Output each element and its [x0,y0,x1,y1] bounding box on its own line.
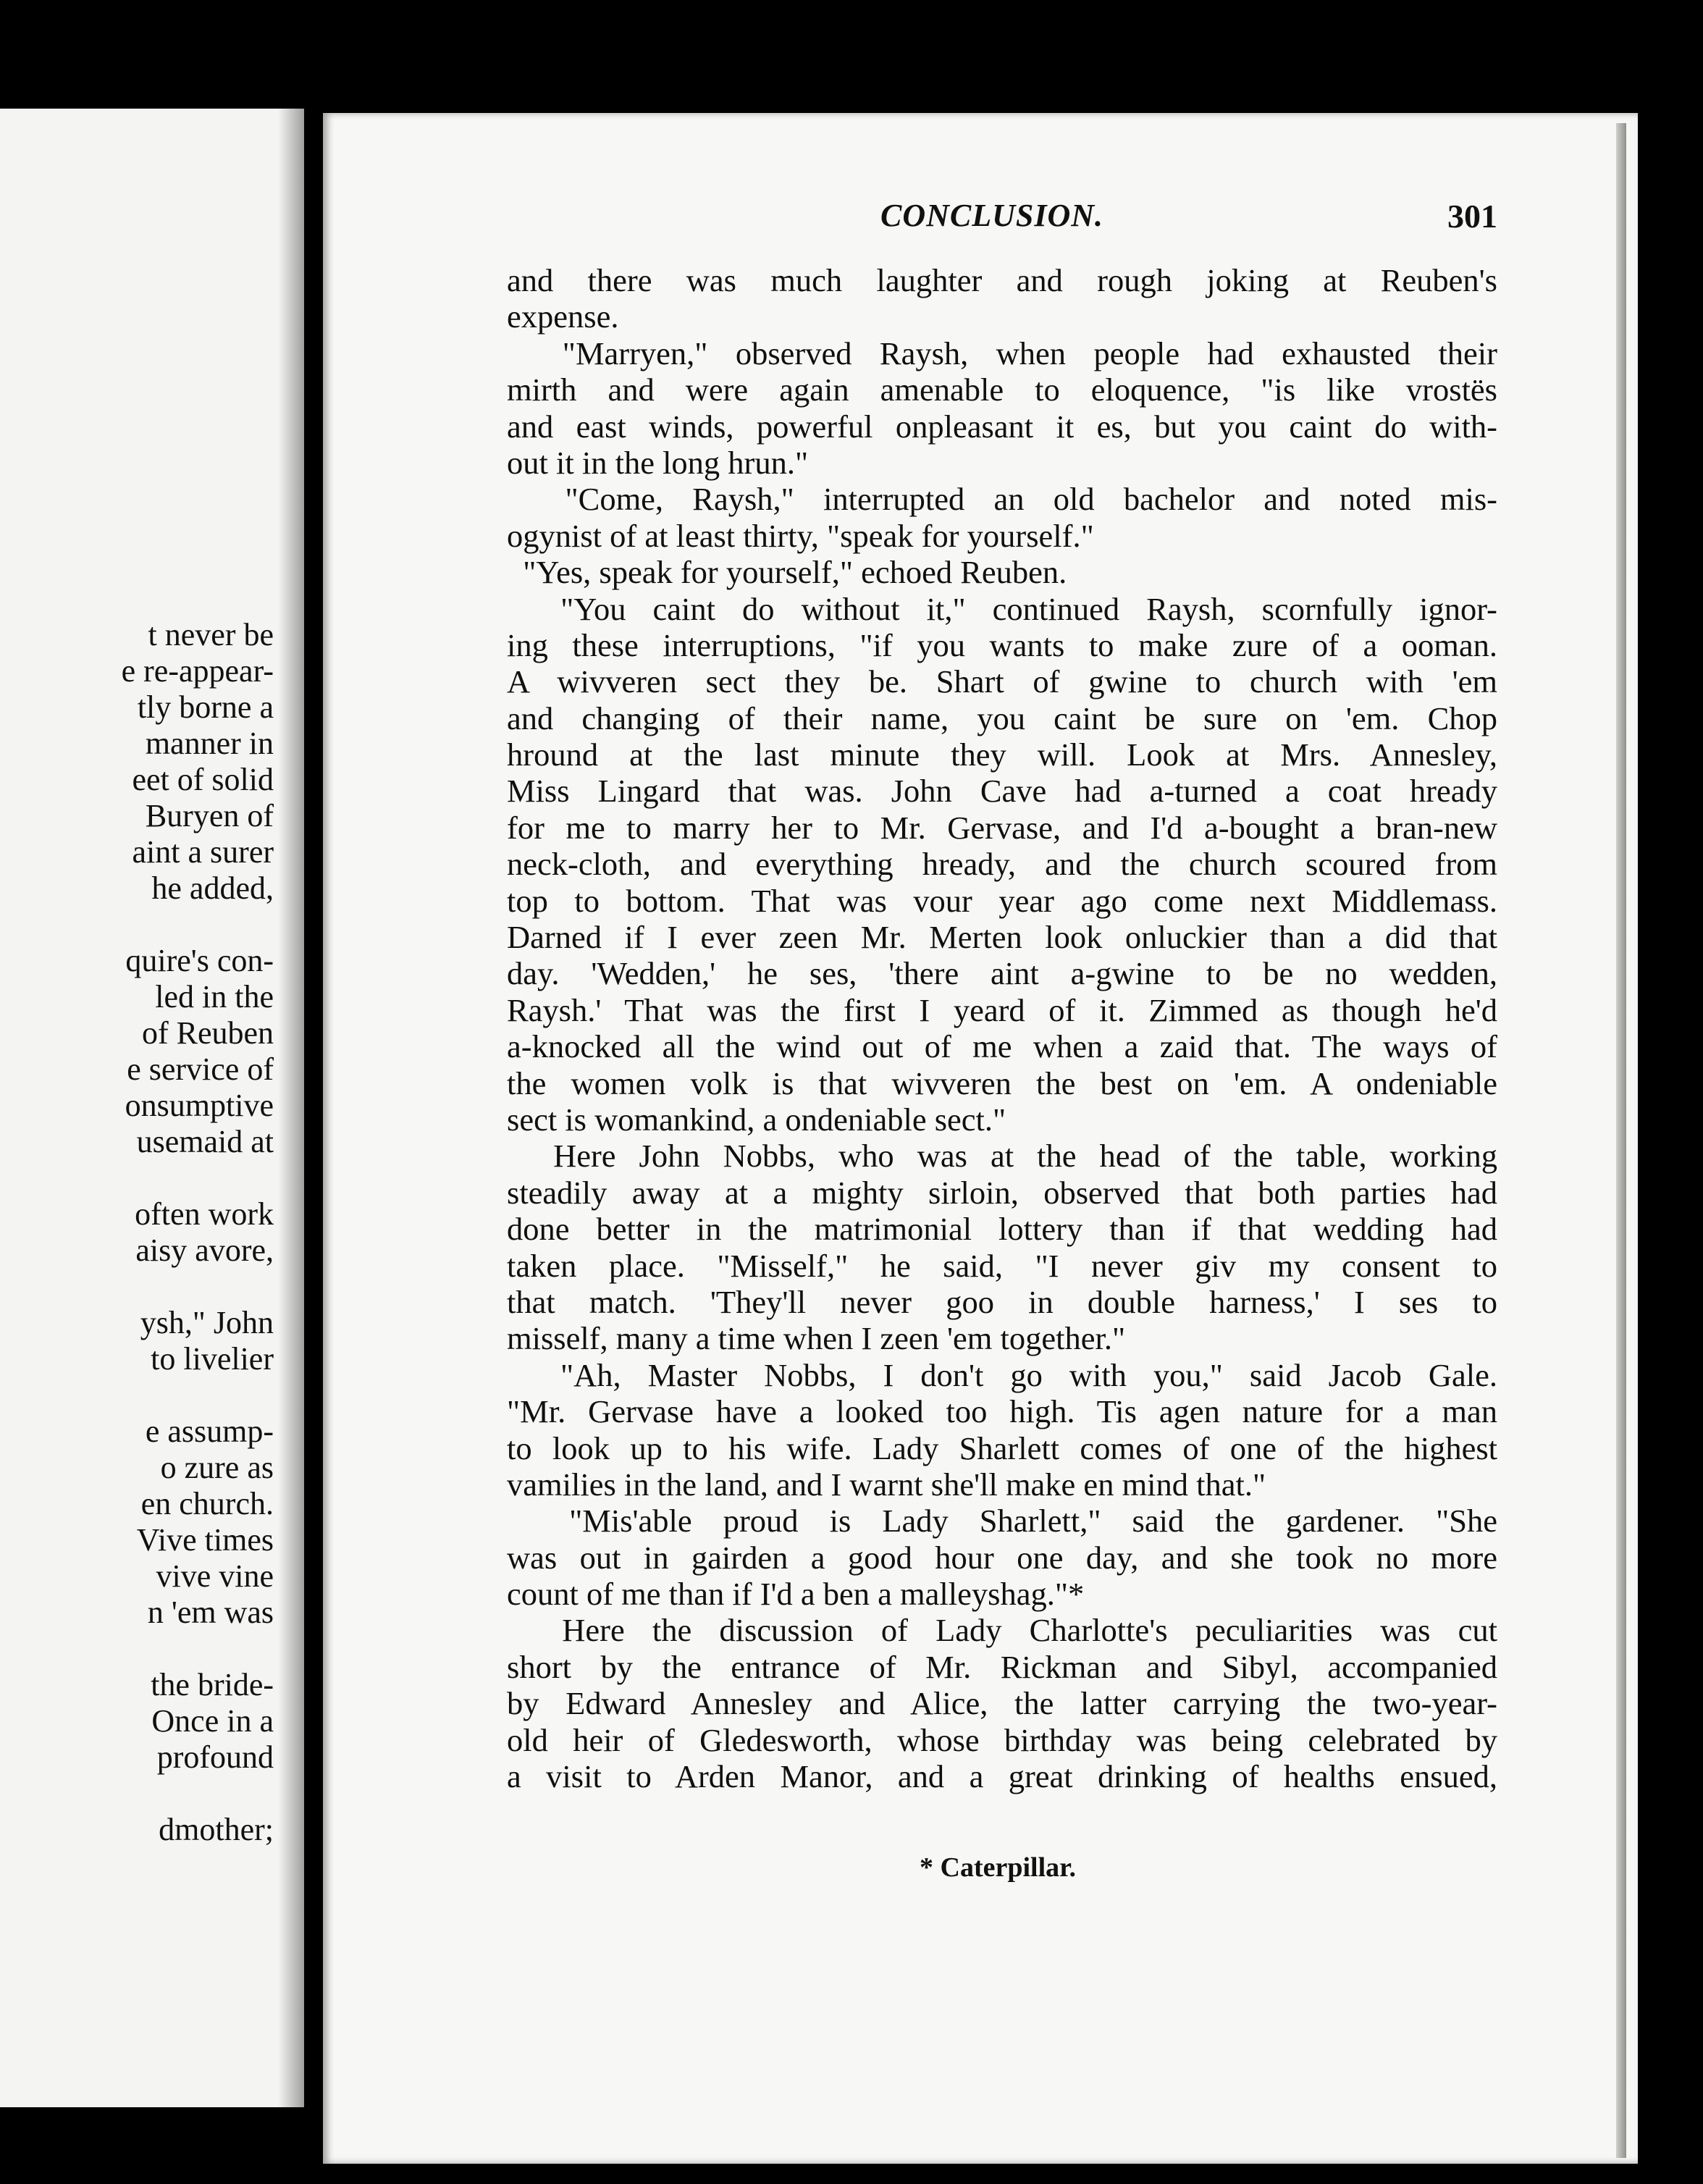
left-text-line: e assump- [145,1414,274,1449]
left-text-line [122,1776,274,1812]
left-text-line: quire's con- [125,943,274,978]
left-text-line: to livelier [151,1341,274,1377]
left-text-line: eet of solid [132,762,274,797]
text-line: taken place. "Misself," he said, "I never giv my consent to [507,1247,1497,1284]
text-line: A wivveren sect they be. Shart of gwine to church with 'em [507,663,1497,700]
text-line: short by the entrance of Mr. Rickman and Sibyl, accompanied [507,1648,1497,1685]
left-text-line: usemaid at [136,1124,274,1159]
text-line: Raysh.' That was the first I yeard of it. Zimmed as though he'd [507,991,1497,1028]
left-text-line: dmother; [159,1812,274,1847]
left-text-line [122,1160,274,1196]
text-line: a-knocked all the wind out of me when a zaid that. The ways of [507,1028,1497,1065]
text-line: "Yes, speak for yourself," echoed Reuben. [507,554,1067,591]
left-text-line: Buryen of [145,798,274,833]
left-text-line [122,907,274,943]
text-line: hround at the last minute they will. Look at Mrs. Annesley, [507,736,1497,773]
left-text-line: often work [135,1196,274,1232]
left-text-line: of Reuben [141,1015,274,1051]
text-line: out it in the long hrun." [507,444,809,481]
text-line: and changing of their name, you caint be sure on 'em. Chop [507,700,1497,736]
text-line: count of me than if I'd a ben a malleyshag."* [507,1576,1085,1613]
text-line: ogynist of at least thirty, "speak for yourself." [507,517,1094,554]
text-line: and east winds, powerful onpleasant it es, but you caint do with- [507,408,1497,445]
left-text-line [122,1631,274,1667]
left-page [0,109,304,2107]
text-line: misself, many a time when I zeen 'em together." [507,1320,1126,1357]
text-line: Darned if I ever zeen Mr. Merten look onluckier than a did that [507,919,1497,956]
page-header [507,197,1497,240]
text-line: steadily away at a mighty sirloin, observed that both parties had [507,1174,1497,1211]
text-line: "Mr. Gervase have a looked too high. Tis agen nature for a man [507,1393,1497,1430]
left-text-line: e re-appear- [121,653,274,689]
text-line: "Come, Raysh," interrupted an old bachelor and noted mis- [507,481,1497,518]
text-line: "Ah, Master Nobbs, I don't go with you," said Jacob Gale. [507,1356,1497,1393]
left-text-line [122,1377,274,1414]
left-text-line: Once in a [151,1703,274,1739]
text-line: sect is womankind, a ondeniable sect." [507,1101,1006,1138]
body-text [507,262,1497,1794]
left-text-line: tly borne a [137,689,274,725]
text-line: Miss Lingard that was. John Cave had a-turned a coat hready [507,773,1497,810]
text-line: vamilies in the land, and I warnt she'll make en mind that." [507,1466,1266,1503]
text-line: for me to marry her to Mr. Gervase, and I'd a-bought a bran-new [507,809,1497,846]
text-line: day. 'Wedden,' he ses, 'there aint a-gwine to be no wedden, [507,955,1497,992]
text-line: a visit to Arden Manor, and a great drinking of healths ensued, [507,1758,1497,1795]
text-line: and there was much laughter and rough joking at Reuben's [507,262,1497,298]
text-line: "Mis'able proud is Lady Sharlett," said the gardener. "She [507,1503,1497,1540]
left-text-line: manner in [145,726,274,761]
left-text-line: aint a surer [132,834,274,870]
text-line: mirth and were again amenable to eloquence, "is like vrostës [507,371,1497,408]
text-line: ing these interruptions, "if you wants to make zure of a ooman. [507,626,1497,663]
text-line: by Edward Annesley and Alice, the latter carrying the two-year- [507,1685,1497,1722]
text-line: neck-cloth, and everything hready, and the church scoured from [507,846,1497,883]
left-text-line: n 'em was [147,1595,274,1630]
text-line: to look up to his wife. Lady Sharlett comes of one of the highest [507,1429,1497,1466]
left-text-line: he added, [151,870,274,906]
left-text-line: vive vine [156,1558,274,1594]
text-line: old heir of Gledesworth, whose birthday was being celebrated by [507,1721,1497,1758]
left-page-text [122,617,274,1848]
left-text-line [122,1269,274,1305]
text-line: expense. [507,298,619,335]
left-text-line: t never be [148,617,274,652]
footnote: * Caterpillar. [920,1852,1077,1883]
text-line: that match. 'They'll never goo in double harness,' I ses to [507,1283,1497,1320]
left-text-line: Vive times [136,1522,274,1558]
left-text-line: aisy avore, [135,1232,274,1268]
page-edge [1616,123,1626,2158]
text-line: Here John Nobbs, who was at the head of the table, working [507,1138,1497,1175]
left-text-line: onsumptive [125,1088,274,1123]
left-text-line: o zure as [160,1450,274,1485]
left-text-line: e service of [127,1051,274,1087]
left-text-line: ysh," John [140,1305,274,1340]
left-text-line: en church. [140,1486,274,1521]
text-line: Here the discussion of Lady Charlotte's peculiarities was cut [507,1612,1497,1649]
text-line: the women volk is that wivveren the best on 'em. A ondeniable [507,1064,1497,1101]
left-text-line: led in the [155,979,274,1015]
page-number: 301 [1447,198,1497,235]
text-line: "Marryen," observed Raysh, when people had exhausted their [507,335,1497,371]
text-line: was out in gairden a good hour one day, and she took no more [507,1539,1497,1576]
text-line: top to bottom. That was vour year ago come next Middlemass. [507,882,1497,919]
running-head: CONCLUSION. [880,198,1104,233]
text-line: "You caint do without it," continued Raysh, scornfully ignor- [507,590,1497,627]
left-text-line: profound [156,1739,274,1775]
left-text-line: the bride- [151,1667,274,1702]
text-line: done better in the matrimonial lottery than if that wedding had [507,1211,1497,1248]
